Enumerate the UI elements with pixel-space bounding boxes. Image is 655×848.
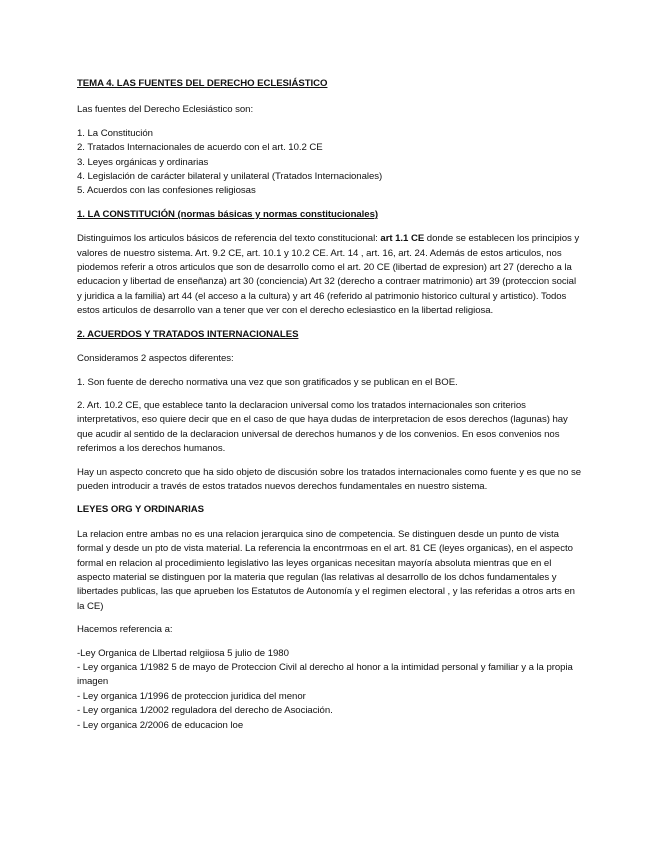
list-item: 4. Legislación de carácter bilateral y unilateral (Tratados Internacionales) xyxy=(77,171,383,183)
constitucion-paragraph xyxy=(77,232,583,318)
leyes-paragraph-1: La relacion entre ambas no es una relacion jerarquica sino de competencia. Se distinguen desde un punto de vista formal y desde un pto de vista material. La referencia la encontrmoas en el art. 81 CE (leyes organicas), en el aspecto formal en relacion al procedimiento legislativo las leyes organicas necesitan mayoría absoluta mientras que en el aspecto material se distinguen por la materia que regulan (las relativas al desarrollo de los dchos fundamentales y libertades publicas, las que aprueben los Estatutos de Autonomía y el regimen electoral , y las referidas a otros arts en la CE) xyxy=(77,528,575,612)
intro-paragraph: Las fuentes del Derecho Eclesiástico son: xyxy=(77,104,254,116)
tratados-paragraph-1: Consideramos 2 aspectos diferentes: xyxy=(77,353,234,365)
list-item: -Ley Organica de Llbertad relgiiosa 5 julio de 1980 xyxy=(77,647,289,659)
section-heading-leyes: LEYES ORG Y ORDINARIAS xyxy=(77,504,205,516)
laws-list xyxy=(77,647,583,733)
leyes-paragraph-2: Hacemos referencia a: xyxy=(77,624,173,636)
constitucion-bold-ref: art 1.1 CE xyxy=(380,233,425,245)
list-item: - Ley organica 2/2006 de educacion loe xyxy=(77,719,244,731)
section-heading-tratados: 2. ACUERDOS Y TRATADOS INTERNACIONALES xyxy=(77,328,299,340)
list-item: - Ley organica 1/1996 de proteccion juridica del menor xyxy=(77,690,306,702)
document-page xyxy=(77,77,583,742)
constitucion-text-rest: donde se establecen los principios y valores de nuestro sistema. Art. 9.2 CE, art. 10.1 y 10.2 CE. Art. 14 , art. 16, art. 24. Además de estos articulos, nos piodemos referir a otros articulos que son de desarrollo como el art. 20 CE (libertad de expresion) art 27 (derecho a la educacion y libertad de enseñanza) art 30 (conciencia) Art 32 (derecho a contraer matrimonio) art 39 (proteccion social y juridica a la familia) art 44 (el acceso a la cultura) y art 46 (referido al patrimonio historico cultural y artistico). Todos estos articulos de desarrollo van a tener que ver con el derecho eclesiastico en la libertad religiosa. xyxy=(77,233,580,317)
sources-list xyxy=(77,127,583,199)
tratados-paragraph-3: 2. Art. 10.2 CE, que establece tanto la declaracion universal como los tratados internacionales son criterios interpretativos, eso quiere decir que en el caso de que haya dudas de interpretacion de esos derechos (lagunas) hay que acudir al sentido de la declaracion universal de derechos humanos y de los convenios. En esos convenios nos referimos a los derechos humanos. xyxy=(77,399,568,455)
document-title: TEMA 4. LAS FUENTES DEL DERECHO ECLESIÁSTICO xyxy=(77,78,328,89)
list-item: 3. Leyes orgánicas y ordinarias xyxy=(77,156,209,168)
constitucion-text-start: Distinguimos los articulos básicos de referencia del texto constitucional: xyxy=(77,233,381,245)
list-item: - Ley organica 1/2002 reguladora del derecho de Asociación. xyxy=(77,705,333,717)
tratados-paragraph-4: Hay un aspecto concreto que ha sido objeto de discusión sobre los tratados internacionales como fuente y es que no se pueden introducir a través de estos tratados nuevos derechos fundamentales en nuestro sistema. xyxy=(77,466,582,492)
tratados-paragraph-2: 1. Son fuente de derecho normativa una vez que son gratificados y se publican en el BOE. xyxy=(77,376,458,388)
list-item: 5. Acuerdos con las confesiones religiosas xyxy=(77,185,256,197)
list-item: - Ley organica 1/1982 5 de mayo de Proteccion Civil al derecho al honor a la intimidad personal y familiar y a la propia imagen xyxy=(77,662,573,688)
list-item: 2. Tratados Internacionales de acuerdo con el art. 10.2 CE xyxy=(77,142,323,154)
section-heading-constitucion: 1. LA CONSTITUCIÓN (normas básicas y normas constitucionales) xyxy=(77,208,378,220)
list-item: 1. La Constitución xyxy=(77,127,153,139)
